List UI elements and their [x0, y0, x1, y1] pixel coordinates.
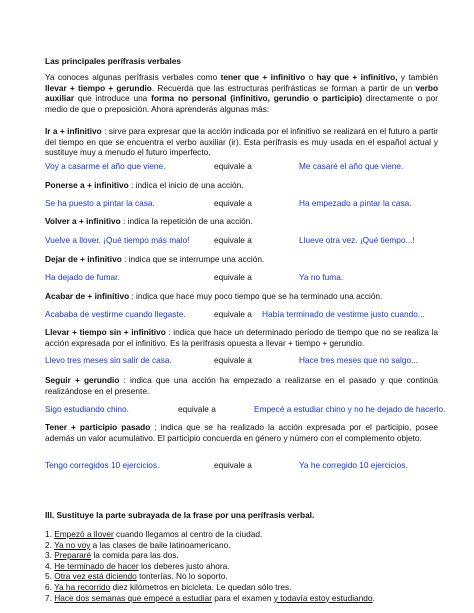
exercise-item: 2. Ya no voy a las clases de baile latinoamericano. — [45, 539, 231, 550]
ponerse-equivale: equivale a — [214, 198, 252, 208]
dejar-equivale: equivale a — [214, 272, 252, 282]
llevar-definition: Llevar + tiempo sin + infinitivo : indica que hace un determinado período de tiempo que no se realiza la acción expresada por el infinitivo. Es la perífrasis opuesta a llevar + tiempo + gerundio. — [45, 327, 438, 348]
ir-a-equivalent: Me casaré el año que viene. — [299, 161, 404, 171]
ir-a-equivale: equivale a — [214, 161, 252, 171]
exercise-item: 6. Ya ha recorrido diez kilómetros en bicicleta. Le quedan sólo tres. — [45, 581, 292, 592]
exercise-item: 3. Prepararé la comida para las dos. — [45, 550, 179, 561]
acabar-definition: Acabar de + infinitivo : indica que hace muy poco tiempo que se ha terminado una acción. — [45, 291, 383, 301]
acabar-equivale: equivale a — [214, 309, 252, 319]
acabar-equivalent: Había terminado de vestirme justo cuando... — [262, 309, 425, 319]
ir-a-definition: Ir a + infinitivo : sirve para expresar que la acción indicada por el infinitivo se realizará en el futuro a partir del tiempo en que se encuentra el verbo auxiliar (ir). Esta perífrasis es muy usada en el español actual y sustituye muy a menudo el futuro imperfecto. — [45, 126, 438, 158]
dejar-equivalent: Ya no fuma. — [299, 272, 344, 282]
dejar-definition: Dejar de + infinitivo : indica que se interrumpe una acción. — [45, 254, 265, 264]
tener-definition: Tener + participio pasado : indica que se ha realizado la acción expresada por el participio, posee además un valor acumulativo. El participio concuerda en género y número con el complemento objeto. — [45, 422, 438, 443]
tener-equivale: equivale a — [214, 460, 252, 470]
volver-definition: Volver a + infinitivo : indica la repetición de una acción. — [45, 216, 253, 226]
document-title: Las principales perífrasis verbales — [45, 56, 182, 66]
acabar-example: Acababa de vestirme cuando llegaste. — [45, 309, 186, 319]
tener-example: Tengo corregidos 10 ejercicios. — [45, 460, 160, 470]
ponerse-example: Se ha puesto a pintar la casa. — [45, 198, 155, 208]
seguir-definition: Seguir + gerundio : indica que una acción ha empezado a realizarse en el pasado y que continúa realizándose en el presente. — [45, 375, 438, 396]
volver-example: Vuelve a llover. ¡Qué tiempo más malo! — [45, 235, 190, 245]
seguir-equivalent: Empecé a estudiar chino y no he dejado de hacerlo. — [254, 404, 446, 414]
ir-a-example: Voy a casarme el año que viene. — [45, 161, 166, 171]
llevar-example: Llevo tres meses sin salir de casa. — [45, 355, 172, 365]
volver-equivalent: Llueve otra vez. ¡Qué tiempo...! — [299, 235, 415, 245]
dejar-example: Ha dejado de fumar. — [45, 272, 120, 282]
seguir-example: Sigo estudiando chino. — [45, 404, 129, 414]
exercise-item: 4. He terminado de hacer los deberes justo ahora. — [45, 560, 230, 571]
exercise-title: III. Sustituye la parte subrayada de la frase por una perífrasis verbal. — [45, 510, 315, 520]
intro-paragraph: Ya conoces algunas perífrasis verbales como tener que + infinitivo o hay que + infinitivo, y también llevar + tiempo + gerundio. Recuerda que las estructuras perifrásticas se forman a partir de un verbo auxiliar que introduce una forma no personal (infinitivo, gerundio o participio) directamente o por medio de que o preposición. Ahora aprenderás algunas más: — [45, 72, 439, 114]
volver-equivale: equivale a — [214, 235, 252, 245]
llevar-equivalent: Hace tres meses que no salgo... — [299, 355, 418, 365]
exercise-item: 7. Hace dos semanas que empecé a estudiar para el examen y todavía estoy estudiando. — [45, 592, 375, 603]
ponerse-definition: Ponerse a + infinitivo : indica el inicio de una acción. — [45, 180, 244, 190]
ponerse-equivalent: Ha empezado a pintar la casa. — [299, 198, 412, 208]
tener-equivalent: Ya he corregido 10 ejercicios. — [299, 460, 408, 470]
exercise-item: 5. Otra vez está diciendo tonterías. No lo soporto. — [45, 571, 228, 582]
llevar-equivale: equivale a — [214, 355, 252, 365]
exercise-list — [45, 529, 445, 603]
seguir-equivale: equivale a — [178, 404, 216, 414]
exercise-item: 1. Empezó a llover cuando llegamos al centro de la ciudad. — [45, 529, 263, 539]
